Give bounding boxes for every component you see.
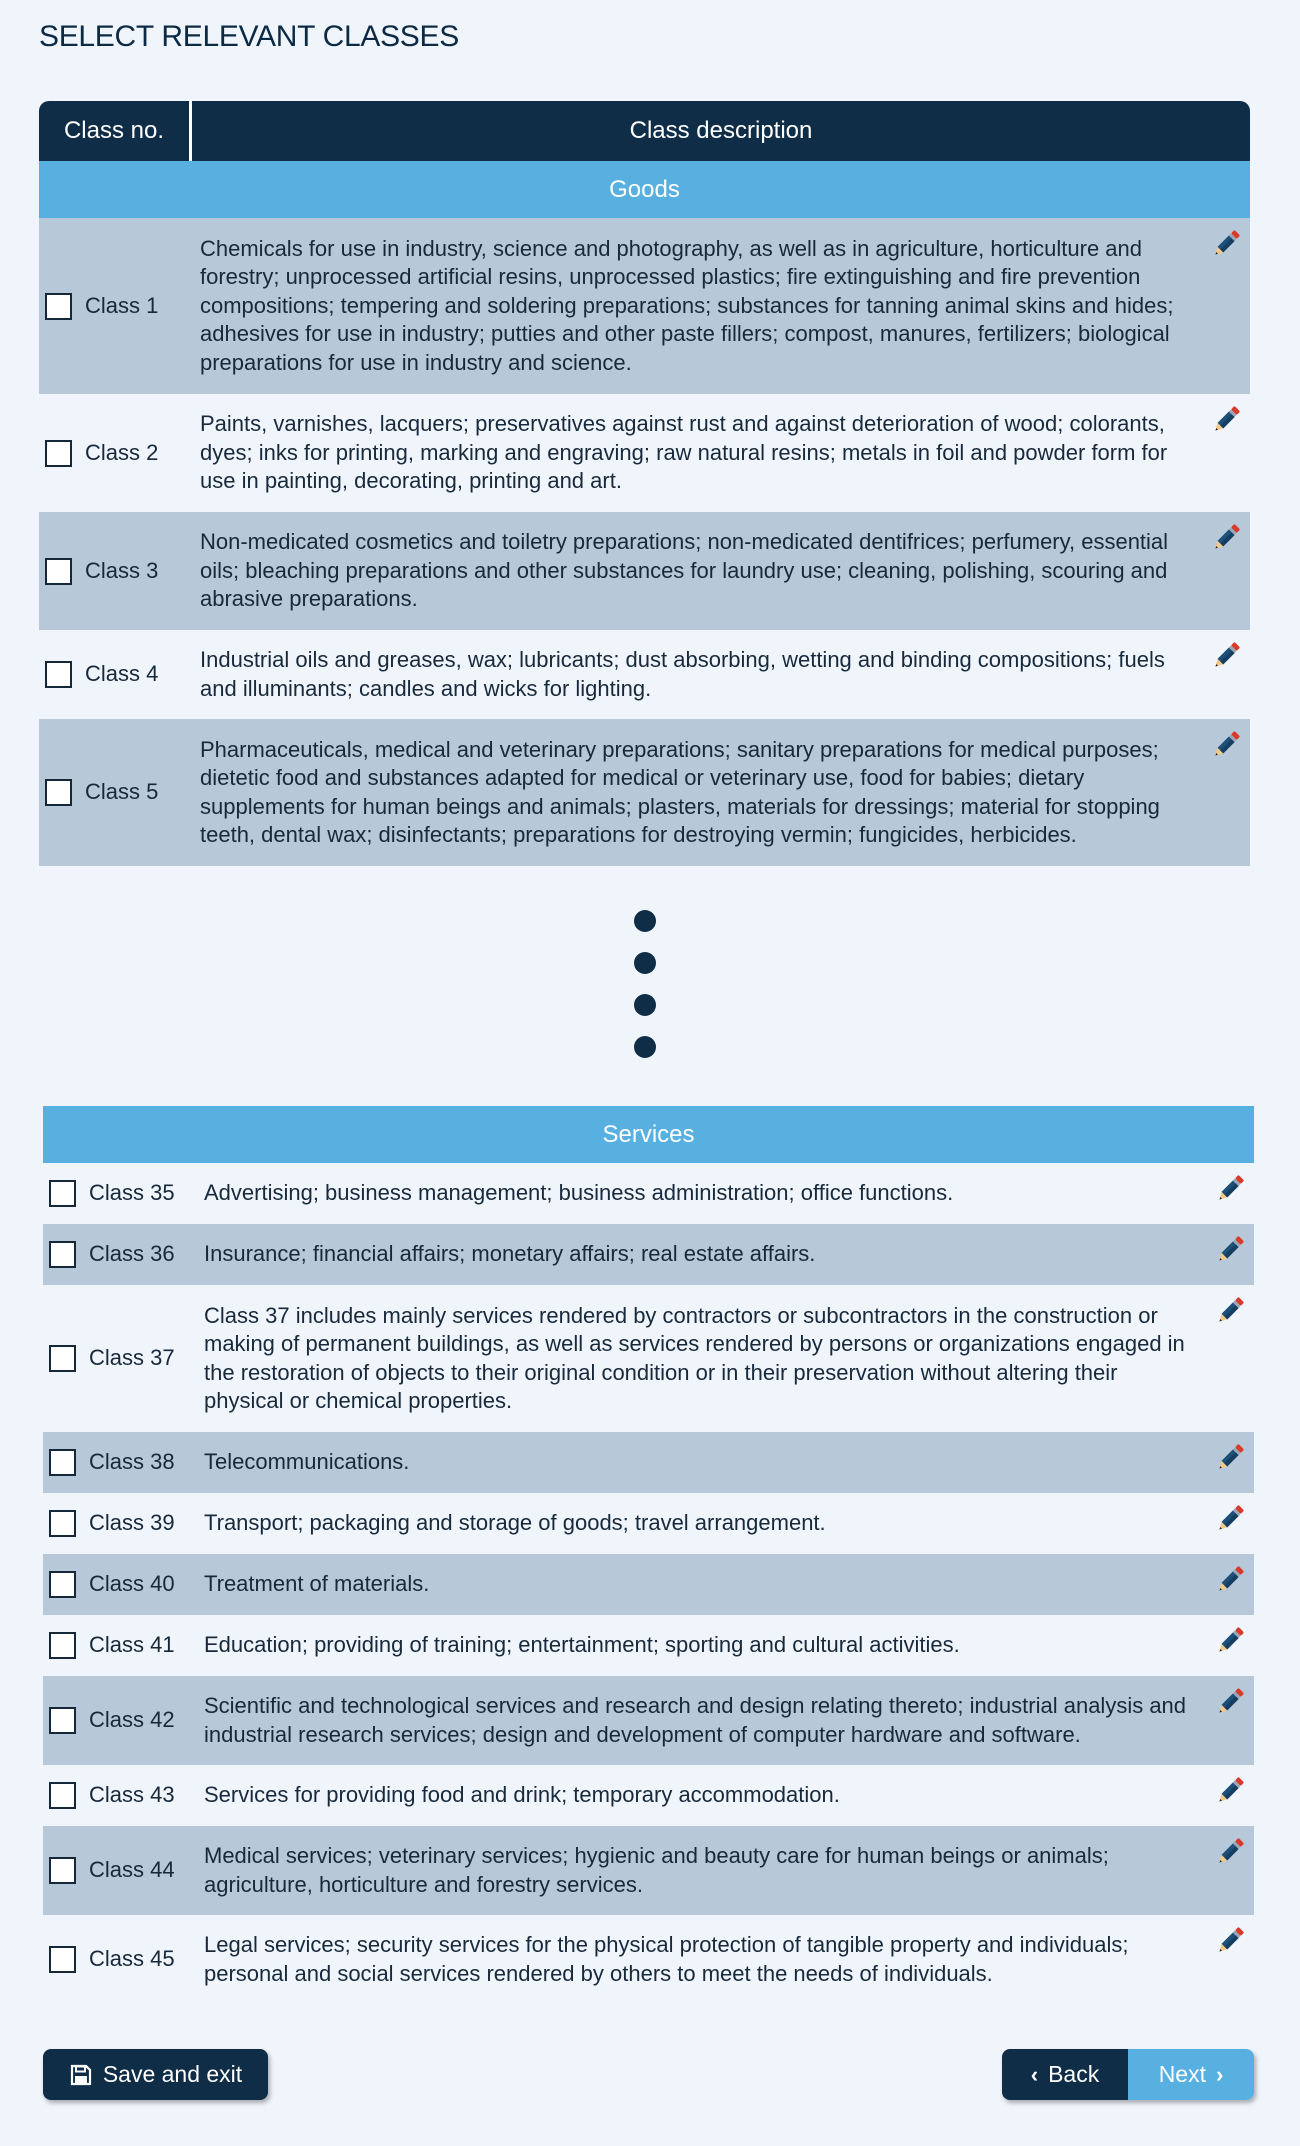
pencil-icon[interactable] — [1212, 1440, 1248, 1476]
class-checkbox[interactable] — [49, 1857, 76, 1884]
class-description: Insurance; financial affairs; monetary affairs; real estate affairs. — [204, 1241, 816, 1267]
ellipsis-dot — [634, 994, 656, 1016]
ellipsis-dot — [634, 952, 656, 974]
class-label: Class 45 — [89, 1946, 175, 1972]
services-list — [43, 1163, 1254, 2004]
navigation-buttons — [1002, 2049, 1254, 2100]
class-checkbox[interactable] — [49, 1571, 76, 1598]
class-description: Class 37 includes mainly services rendered by contractors or subcontractors in the construction or making of permanent buildings, as well as services rendered by persons or organizations engaged in the restoration of objects to their original condition or in their preservation without altering their physical or chemical properties. — [204, 1302, 1185, 1413]
pencil-icon[interactable] — [1212, 1684, 1248, 1720]
class-label: Class 5 — [85, 779, 159, 805]
class-checkbox[interactable] — [45, 779, 72, 806]
pencil-icon[interactable] — [1212, 1834, 1248, 1870]
class-row-42 — [43, 1676, 1254, 1765]
class-description: Transport; packaging and storage of goods; travel arrangement. — [204, 1510, 826, 1536]
class-row-1 — [39, 218, 1250, 394]
class-row-3 — [39, 512, 1250, 630]
class-description: Chemicals for use in industry, science and photography, as well as in agriculture, horticulture and forestry; unprocessed artificial resins, unprocessed plastics; fire extinguishing and fire prevention compositions; tempering and soldering preparations; substances for tanning animal skins and hides; adhesives for use in industry; putties and other paste fillers; compost, manures, fertilizers; biological preparations for use in industry and science. — [200, 235, 1174, 375]
class-description: Services for providing food and drink; temporary accommodation. — [204, 1782, 840, 1808]
header-class-no: Class no. — [39, 101, 192, 161]
class-label: Class 35 — [89, 1180, 175, 1206]
class-description: Industrial oils and greases, wax; lubricants; dust absorbing, wetting and binding compositions; fuels and illuminants; candles and wicks for lighting. — [200, 647, 1165, 701]
class-description: Education; providing of training; entertainment; sporting and cultural activities. — [204, 1632, 960, 1658]
class-checkbox[interactable] — [49, 1449, 76, 1476]
class-row-43 — [43, 1765, 1254, 1826]
class-description: Paints, varnishes, lacquers; preservatives against rust and against deterioration of wood; colorants, dyes; inks for printing, marking and engraving; raw natural resins; metals in foil and powder form for use in painting, decorating, printing and art. — [200, 411, 1168, 494]
pencil-icon[interactable] — [1212, 1623, 1248, 1659]
class-checkbox[interactable] — [49, 1946, 76, 1973]
class-row-44 — [43, 1826, 1254, 1915]
pencil-icon[interactable] — [1212, 1773, 1248, 1809]
header-class-description: Class description — [629, 117, 813, 144]
ellipsis-dot — [634, 1036, 656, 1058]
class-checkbox[interactable] — [45, 440, 72, 467]
class-checkbox[interactable] — [45, 661, 72, 688]
class-label: Class 42 — [89, 1707, 175, 1733]
class-row-35 — [43, 1163, 1254, 1224]
back-label: Back — [1048, 2061, 1100, 2087]
more-classes-ellipsis — [634, 910, 656, 1078]
class-row-41 — [43, 1615, 1254, 1676]
class-description: Telecommunications. — [204, 1449, 410, 1475]
class-label: Class 36 — [89, 1241, 175, 1267]
class-label: Class 41 — [89, 1632, 175, 1658]
class-row-4 — [39, 630, 1250, 719]
class-label: Class 2 — [85, 439, 159, 465]
class-checkbox[interactable] — [49, 1241, 76, 1268]
class-row-2 — [39, 394, 1250, 512]
next-button[interactable] — [1128, 2049, 1254, 2100]
class-row-39 — [43, 1493, 1254, 1554]
table-header — [39, 101, 1250, 161]
pencil-icon[interactable] — [1212, 1501, 1248, 1537]
class-label: Class 44 — [89, 1857, 175, 1883]
services-section-header: Services — [43, 1106, 1254, 1163]
class-checkbox[interactable] — [45, 293, 72, 320]
pencil-icon[interactable] — [1208, 520, 1244, 556]
class-description: Pharmaceuticals, medical and veterinary preparations; sanitary preparations for medical purposes; dietetic food and substances adapted for medical or veterinary use, food for babies; dietary supplements for human beings and animals; plasters, materials for dressings; material for stopping teeth, dental wax; disinfectants; preparations for destroying vermin; fungicides, herbicides. — [200, 736, 1160, 847]
pencil-icon[interactable] — [1212, 1293, 1248, 1329]
class-label: Class 39 — [89, 1510, 175, 1536]
pencil-icon[interactable] — [1212, 1562, 1248, 1598]
class-description: Treatment of materials. — [204, 1571, 430, 1597]
class-label: Class 37 — [89, 1345, 175, 1371]
class-row-5 — [39, 719, 1250, 866]
pencil-icon[interactable] — [1208, 727, 1244, 763]
pencil-icon[interactable] — [1212, 1923, 1248, 1959]
save-and-exit-button[interactable] — [43, 2049, 268, 2100]
class-description: Medical services; veterinary services; hygienic and beauty care for human beings or animals; agriculture, horticulture and forestry services. — [204, 1843, 1109, 1897]
page-title: SELECT RELEVANT CLASSES — [39, 20, 459, 53]
class-row-45 — [43, 1915, 1254, 2004]
class-label: Class 38 — [89, 1449, 175, 1475]
class-label: Class 1 — [85, 292, 159, 318]
floppy-disk-icon — [69, 2063, 93, 2087]
class-row-37 — [43, 1285, 1254, 1432]
back-button[interactable] — [1002, 2049, 1128, 2100]
class-row-40 — [43, 1554, 1254, 1615]
chevron-left-icon: ‹ — [1030, 2061, 1039, 2087]
class-description: Legal services; security services for the physical protection of tangible property and individuals; personal and social services rendered by others to meet the needs of individuals. — [204, 1932, 1129, 1986]
class-description: Advertising; business management; business administration; office functions. — [204, 1180, 954, 1206]
class-row-36 — [43, 1224, 1254, 1285]
class-label: Class 3 — [85, 557, 159, 583]
class-description: Scientific and technological services and research and design relating thereto; industrial analysis and industrial research services; design and development of computer hardware and software. — [204, 1693, 1187, 1747]
goods-list — [39, 218, 1250, 866]
pencil-icon[interactable] — [1208, 402, 1244, 438]
class-checkbox[interactable] — [49, 1510, 76, 1537]
class-checkbox[interactable] — [49, 1180, 76, 1207]
class-description: Non-medicated cosmetics and toiletry preparations; non-medicated dentifrices; perfumery, essential oils; bleaching preparations and other substances for laundry use; cleaning, polishing, scouring and abrasive preparations. — [200, 529, 1169, 612]
next-label: Next — [1158, 2061, 1206, 2087]
class-checkbox[interactable] — [49, 1707, 76, 1734]
ellipsis-dot — [634, 910, 656, 932]
pencil-icon[interactable] — [1208, 638, 1244, 674]
class-label: Class 40 — [89, 1571, 175, 1597]
class-label: Class 4 — [85, 661, 159, 687]
pencil-icon[interactable] — [1212, 1232, 1248, 1268]
chevron-right-icon: › — [1215, 2061, 1224, 2087]
class-label: Class 43 — [89, 1782, 175, 1808]
class-checkbox[interactable] — [45, 558, 72, 585]
class-checkbox[interactable] — [49, 1782, 76, 1809]
save-and-exit-label: Save and exit — [102, 2061, 243, 2087]
class-row-38 — [43, 1432, 1254, 1493]
class-checkbox[interactable] — [49, 1632, 76, 1659]
pencil-icon[interactable] — [1208, 226, 1244, 262]
goods-section-header: Goods — [39, 161, 1250, 218]
pencil-icon[interactable] — [1212, 1171, 1248, 1207]
class-checkbox[interactable] — [49, 1345, 76, 1372]
